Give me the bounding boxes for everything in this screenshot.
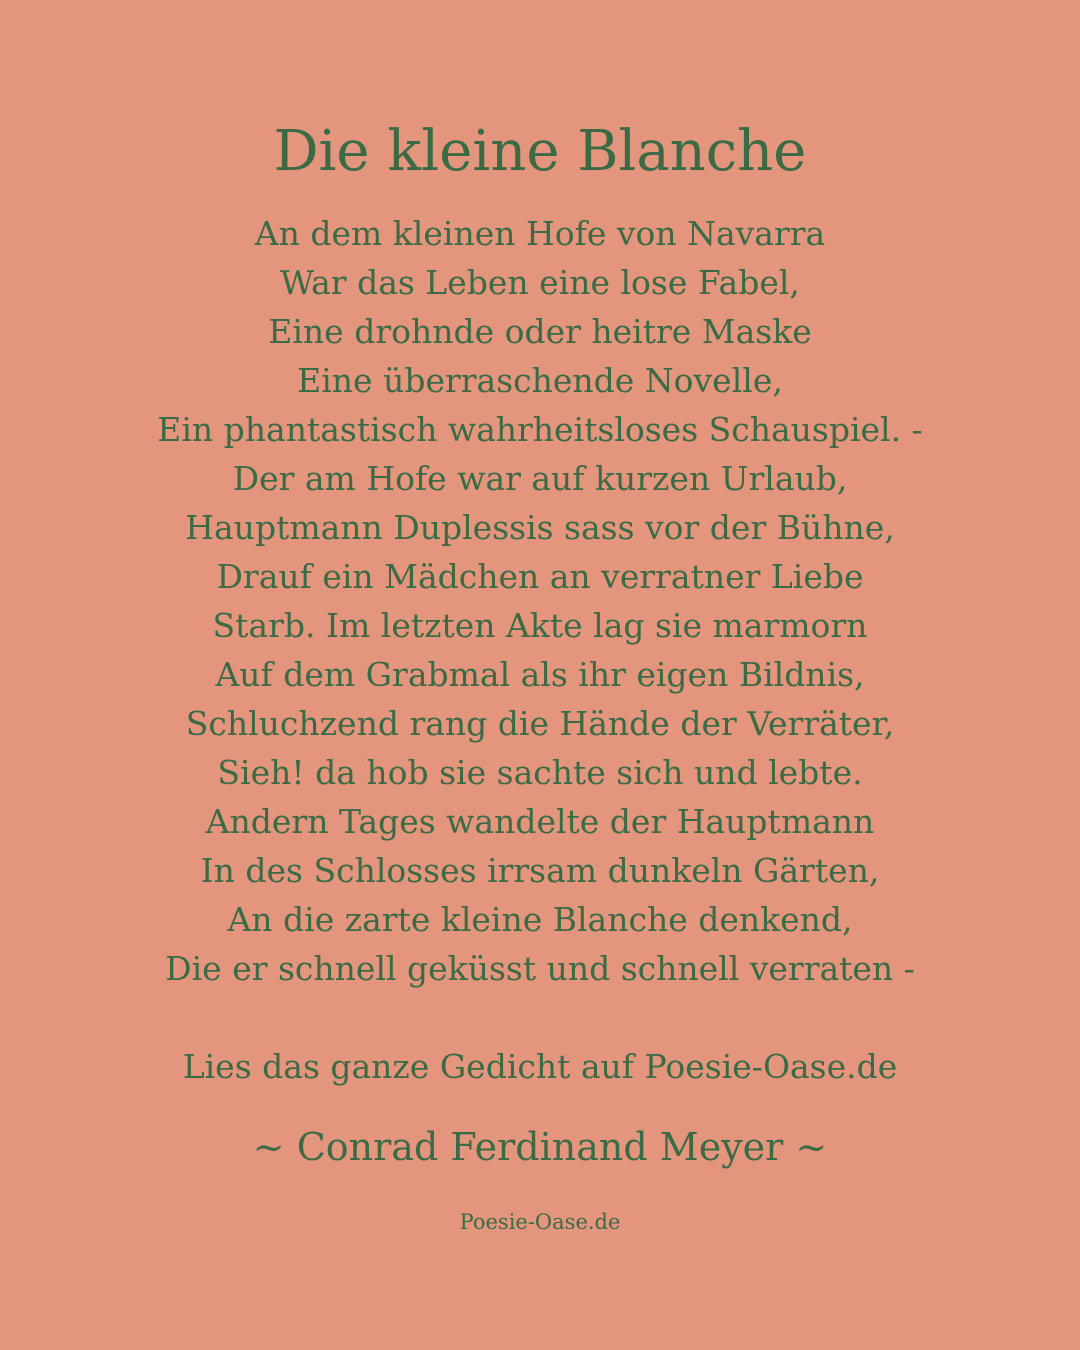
- poem-line: Der am Hofe war auf kurzen Urlaub,: [232, 459, 848, 498]
- read-full-poem-note: Lies das ganze Gedicht auf Poesie-Oase.de: [182, 1047, 898, 1086]
- site-watermark: Poesie-Oase.de: [459, 1210, 621, 1234]
- poem-line: Sieh! da hob sie sachte sich und lebte.: [217, 753, 863, 792]
- poem-line: War das Leben eine lose Fabel,: [280, 263, 800, 302]
- poem-line: Schluchzend rang die Hände der Verräter,: [185, 704, 895, 743]
- poem-body: [0, 209, 1080, 993]
- poem-line: Die er schnell geküsst und schnell verraten -: [165, 949, 915, 988]
- poem-line: Hauptmann Duplessis sass vor der Bühne,: [185, 508, 895, 547]
- poem-line: Drauf ein Mädchen an verratner Liebe: [216, 557, 864, 596]
- poem-line: Starb. Im letzten Akte lag sie marmorn: [212, 606, 868, 645]
- poem-line: Andern Tages wandelte der Hauptmann: [205, 802, 875, 841]
- poem-line: An dem kleinen Hofe von Navarra: [254, 214, 826, 253]
- poem-line: Ein phantastisch wahrheitsloses Schauspiel. -: [157, 410, 923, 449]
- poem-line: Auf dem Grabmal als ihr eigen Bildnis,: [215, 655, 865, 694]
- poem-line: An die zarte kleine Blanche denkend,: [227, 900, 853, 939]
- poem-line: Eine überraschende Novelle,: [297, 361, 783, 400]
- poem-author: ~ Conrad Ferdinand Meyer ~: [252, 1125, 828, 1169]
- poem-title: Die kleine Blanche: [273, 119, 807, 184]
- poem-line: Eine drohnde oder heitre Maske: [268, 312, 812, 351]
- poem-line: In des Schlosses irrsam dunkeln Gärten,: [200, 851, 880, 890]
